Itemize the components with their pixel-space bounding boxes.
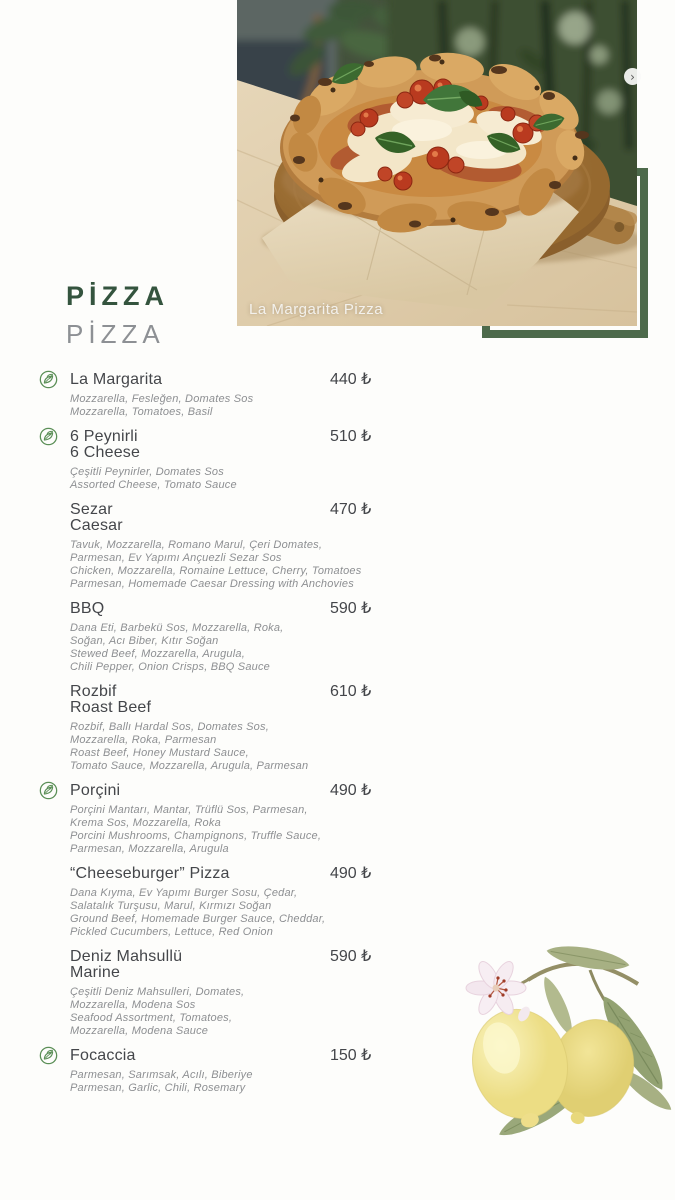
item-description [70,721,402,773]
item-price: 440 ₺ [330,371,372,388]
vegetarian-leaf-icon [39,370,58,389]
item-description-line: Parmesan, Garlic, Chili, Rosemary [70,1082,246,1094]
item-description-line: Chili Pepper, Onion Crisps, BBQ Sauce [70,661,270,673]
item-description-line: Parmesan, Mozzarella, Arugula [70,843,229,855]
item-description [70,1069,402,1095]
item-description-line: Roast Beef, Honey Mustard Sauce, [70,747,249,759]
item-name-turkish: “Cheeseburger” Pizza [70,865,230,882]
item-description-line: Seafood Assortment, Tomatoes, [70,1012,233,1024]
item-description [70,539,402,591]
item-description-line: Porcini Mushrooms, Champignons, Truffle Sauce, [70,830,322,842]
item-description-line: Parmesan, Homemade Caesar Dressing with Anchovies [70,578,354,590]
menu-list [70,372,402,1105]
item-description-line: Çeşitli Deniz Mahsulleri, Domates, [70,986,245,998]
item-description-line: Dana Kıyma, Ev Yapımı Burger Sosu, Çedar, [70,887,298,899]
item-description-line: Porçini Mantarı, Mantar, Trüflü Sos, Parmesan, [70,804,308,816]
item-name-turkish: BBQ [70,600,105,617]
item-description-line: Pickled Cucumbers, Lettuce, Red Onion [70,926,274,938]
item-description-line: Mozzarella, Modena Sos [70,999,196,1011]
menu-title-turkish: PİZZA [66,281,169,311]
lemon-illustration [440,918,675,1138]
item-price: 590 ₺ [330,948,372,965]
item-description-line: Tavuk, Mozzarella, Romano Marul, Çeri Domates, [70,539,323,551]
item-description-line: Soğan, Acı Biber, Kıtır Soğan [70,635,219,647]
pizza-photo-art [237,0,637,326]
menu-item [70,949,402,1038]
item-description-line: Stewed Beef, Mozzarella, Arugula, [70,648,245,660]
item-name-english: Roast Beef [70,699,152,716]
item-description-line: Mozzarella, Fesleğen, Domates Sos [70,393,254,405]
item-description [70,622,402,674]
vegetarian-leaf-icon [39,427,58,446]
item-description-line: Parmesan, Sarımsak, Acılı, Biberiye [70,1069,253,1081]
item-price: 150 ₺ [330,1047,372,1064]
menu-item [70,684,402,773]
item-name-turkish: 6 Peynirli [70,428,138,445]
pizza-photo [237,0,637,326]
item-price: 510 ₺ [330,428,372,445]
item-description-line: Parmesan, Ev Yapımı Ançuezli Sezar Sos [70,552,282,564]
item-description [70,986,402,1038]
item-description-line: Mozzarella, Roka, Parmesan [70,734,217,746]
section-titles [66,281,169,350]
photo-caption: La Margarita Pizza [249,301,384,318]
item-description [70,393,402,419]
item-description-line: Mozzarella, Tomatoes, Basil [70,406,213,418]
item-name-turkish: Deniz Mahsullü [70,948,183,965]
vegetarian-leaf-icon [39,1046,58,1065]
menu-title-english: PİZZA [66,319,165,349]
item-name-turkish: Rozbif [70,683,117,700]
item-description [70,887,402,939]
item-name-english: Marine [70,964,121,981]
item-description-line: Dana Eti, Barbekü Sos, Mozzarella, Roka, [70,622,284,634]
item-name-turkish: Porçini [70,782,121,799]
menu-item [70,866,402,939]
menu-item [70,502,402,591]
menu-item [70,372,402,419]
menu-item [70,1048,402,1095]
item-description-line: Çeşitli Peynirler, Domates Sos [70,466,224,478]
item-description-line: Salatalık Turşusu, Marul, Kırmızı Soğan [70,900,272,912]
item-description-line: Rozbif, Ballı Hardal Sos, Domates Sos, [70,721,269,733]
item-description-line: Mozzarella, Modena Sauce [70,1025,209,1037]
carousel-next-button[interactable] [624,68,641,85]
item-name-turkish: Sezar [70,501,113,518]
item-name-turkish: Focaccia [70,1047,136,1064]
item-description [70,466,402,492]
item-name-turkish: La Margarita [70,371,163,388]
chevron-right-icon: › [630,69,635,84]
item-description-line: Krema Sos, Mozzarella, Roka [70,817,221,829]
item-name-english: 6 Cheese [70,444,141,461]
item-description [70,804,402,856]
item-price: 490 ₺ [330,782,372,799]
item-price: 590 ₺ [330,600,372,617]
item-price: 490 ₺ [330,865,372,882]
menu-item [70,429,402,492]
item-name-english: Caesar [70,517,123,534]
item-description-line: Tomato Sauce, Mozzarella, Arugula, Parmesan [70,760,309,772]
item-description-line: Ground Beef, Homemade Burger Sauce, Cheddar, [70,913,326,925]
vegetarian-leaf-icon [39,781,58,800]
menu-item [70,783,402,856]
item-description-line: Assorted Cheese, Tomato Sauce [70,479,237,491]
item-description-line: Chicken, Mozzarella, Romaine Lettuce, Cherry, Tomatoes [70,565,362,577]
menu-item [70,601,402,674]
item-price: 610 ₺ [330,683,372,700]
item-price: 470 ₺ [330,501,372,518]
